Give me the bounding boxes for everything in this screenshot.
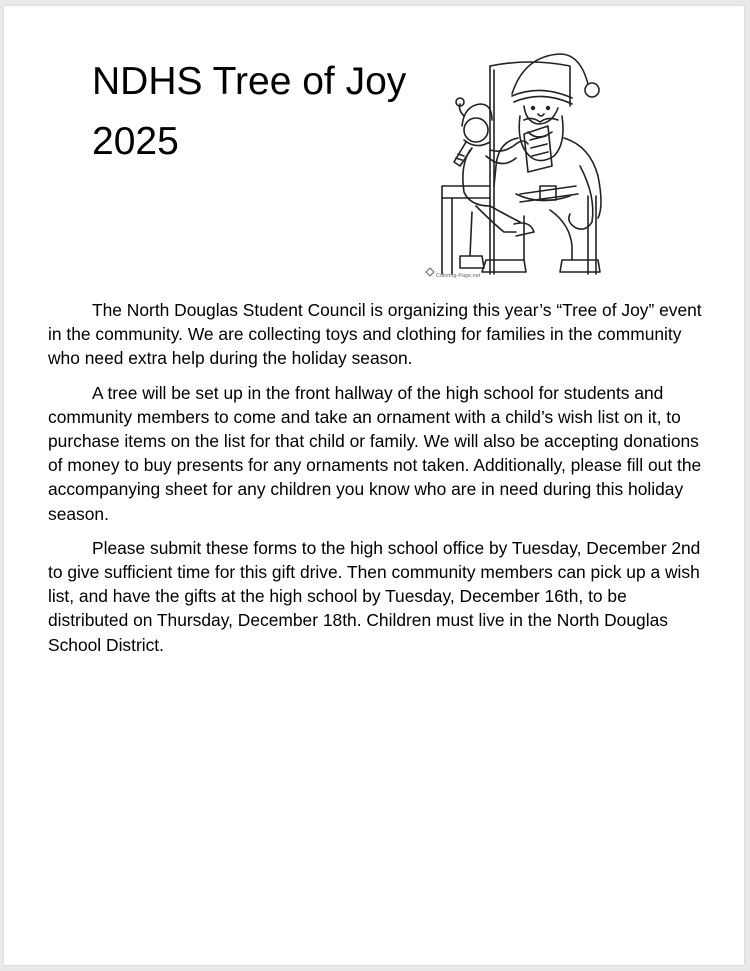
flyer-page bbox=[4, 6, 744, 965]
illustration-watermark: Coloring-Page.net bbox=[436, 273, 481, 279]
flyer-body bbox=[48, 298, 708, 667]
santa-child-illustration bbox=[420, 46, 620, 282]
paragraph-deadlines: Please submit these forms to the high school office by Tuesday, December 2nd to give sufficient time for this gift drive. Then community members can pick up a wish list, and have the gifts at the high school by Tuesday, December 16th, to be distributed on Thursday, December 18th. Children must live in the North Douglas School District. bbox=[48, 537, 701, 655]
paragraph-details: A tree will be set up in the front hallway of the high school for students and community members to come and take an ornament with a child’s wish list on it, to purchase items on the list for that child or family. We will also be accepting donations of money to buy presents for any ornaments not taken. Additionally, please fill out the accompanying sheet for any children you know who are in need during this holiday season. bbox=[48, 382, 702, 524]
flyer-title: NDHS Tree of Joy 2025 bbox=[92, 60, 407, 163]
paragraph-intro: The North Douglas Student Council is organizing this year’s “Tree of Joy” event in the community. We are collecting toys and clothing for families in the community who need extra help during the holiday season. bbox=[48, 300, 702, 369]
